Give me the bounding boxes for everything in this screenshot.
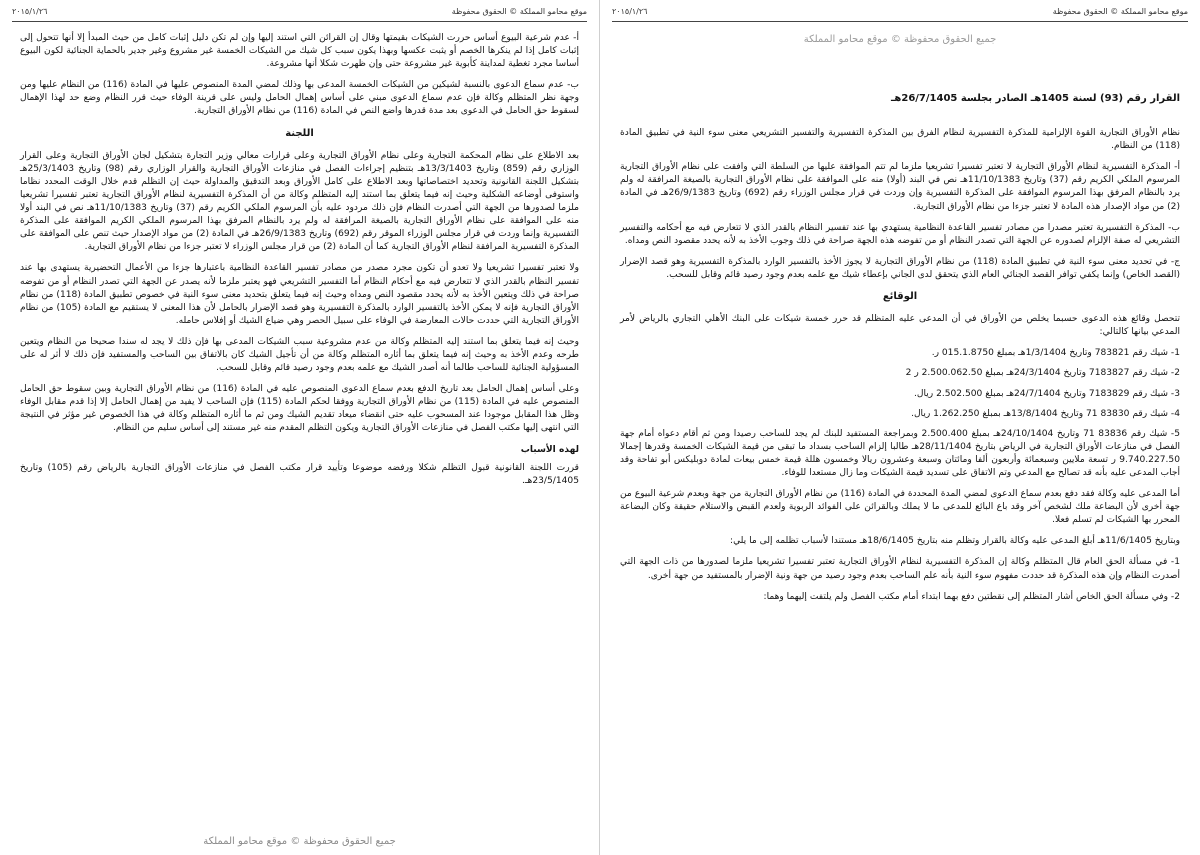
- committee-interpretation: ولا تعتبر تفسيرا تشريعيا ولا تعدو أن تكون مجرد مصدر من مصادر تفسير القاعدة النظامية باعتبارها جزءا من الأعمال التحضيرية يستهدى بها عند تفسير النظام بالقدر الذي لا تتعارض فيه مع أحكام النظام أما التفسير التشريعي فهو يعتبر ملزما لأنه يصدر عن الجهة التي تصدر النظام أو من تفوضه صراحة في ذلك ويتعين الأخذ به لأنه يحدد مقصود النص ومداه وحيث إنه فيما يتعلق بتحديد معنى سوء النية في خصوص تطبيق المادة (118) من نظام الأوراق التجارية فإنه لا يمكن الأخذ بالتفسير الوارد بالمذكرة التفسيرية وهو قصد الإضرار بالحامل لأن هذا المعنى لا يستقيم مع المادة (105) من نظام الأوراق التجارية التي حددت حالات المعارضة في الوفاء على سبيل الحصر وهي ضياع الشيك أو إفلاس حامله.: [20, 263, 580, 326]
- document-page-1: [600, 0, 1200, 855]
- committee-review: بعد الاطلاع على نظام المحكمة التجارية وعلى نظام الأوراق التجارية وعلى قرارات معالي وزير التجارة بتشكيل لجان الأوراق التجارية وعلى القرار الوزاري رقم (859) وتاريخ 13/3/1403هـ بتنظيم إجراءات الفصل في منازعات الأوراق التجارية والقرار الوزاري رقم (98) وتاريخ 25/3/1403هـ بتشكيل اللجنة القانونية وتحديد اختصاصاتها وبعد الاطلاع على كامل الأوراق وبعد التدقيق والمداولة حيث إن التظلم قدم خلال الوقت المحدد نظاما واستوفى أوضاعه الشكلية وحيث إنه فيما يتعلق بما استند إليه المتظلم وكالة من أن المذكرة التفسيرية لنظام الأوراق التجارية تعتبر تفسيرا تشريعيا ملزما لصدورها من الجهة التي أصدرت النظام فإن ذلك مردود عليه بأن المرسوم الملكي الكريم رقم (37) وتاريخ 11/10/1383هـ نص في البند أولا منه على الموافقة على نظام الأوراق التجارية بالصيغة المرافقة له ولم يرد بالنظام المرفق بهذا المرسوم الملكي الكريم الموافقة على المذكرة التفسيرية وإنما وردت في قرار مجلس الوزراء الموقر رقم (692) وتاريخ 26/9/1383هـ في المادة (2) من مواد الإصدار حيث تنص على الموافقة على المذكرة التفسيرية المرافقة لنظام الأوراق التجارية كما أن المادة (2) من قرار مجلس الوزراء لا تعتبر جزءا من نظام الأوراق التجارية.: [20, 150, 579, 253]
- section-heading-reasons: لهذه الأسباب: [520, 444, 579, 455]
- summary-paragraph: نظام الأوراق التجارية القوة الإلزامية للمذكرة التفسيرية لنظام الفرق بين المذكرة التفسيرية والتفسير التشريعي معنى سوء النية في تطبيق المادة (118) من النظام.: [620, 128, 1180, 152]
- facts-intro: تتحصل وقائع هذه الدعوى حسبما يخلص من الأوراق في أن المدعى عليه المتظلم قد حرر خمسة شيكات على البنك الأهلي التجاري بالرياض لأمر المدعي بيانها كالتالي:: [620, 314, 1180, 338]
- cheque-item-4: 4- شيك رقم 83830 71 وتاريخ 13/8/1404هـ بمبلغ 1.262.250 ريال.: [911, 408, 1180, 419]
- defendant-defense: أما المدعى عليه وكالة فقد دفع بعدم سماع الدعوى لمضي المدة المحددة في المادة (116) من نظام الأوراق التجارية من جهة وبعدم شرعية البيوع من جهة أخرى لأن البضاعة ملك لشخص آخر وقد باع البائع للمدعى ما لا يملك وبالقرائن على الفوائد الربوية ولعدم القبض والاستلام حقيقة وكان البضاعة المحرر بها الشيكات لم تسلم فعلا.: [620, 489, 1180, 526]
- grievance-point-2: 2- وفي مسألة الحق الخاص أشار المتظلم إلى نقطتين دفع بهما ابتداء أمام مكتب الفصل ولم يلتفت إليهما وهما:: [763, 591, 1180, 602]
- watermark-top: جميع الحقوق محفوظة © موقع محامو المملكة: [803, 34, 997, 45]
- header-date: ٢٠١٥/١/٢٦: [12, 7, 48, 16]
- committee-legitimacy: وحيث إنه فيما يتعلق بما استند إليه المتظلم وكالة من عدم مشروعية سبب الشيكات المدعى بها فإن ذلك لا يجد له سندا صحيحا من النظام ويتعين طرحه وعدم الأخذ به وحيث إنه فيما يتعلق بما أثاره المتظلم وكالة من أن تأجيل الشيك كان بالاتفاق بين الساحب والمستفيد فإن ذلك لا أثر له على المسؤولية الجنائية للساحب طالما أنه أصدر الشيك مع علمه بعدم وجود رصيد قائم وقابل للسحب.: [20, 336, 579, 374]
- page-1-body: [620, 78, 1180, 612]
- cheque-item-5: 5- شيك رقم 83836 71 وتاريخ 24/10/1404هـ بمبلغ 2.500.400 وبمراجعة المستفيد للبنك لم يجد للساحب رصيدا ومن ثم أقام دعواه أمام جهة الفصل في منازعات الأوراق التجارية في الرياض بتاريخ 28/11/1404هـ طالبا إلزام الساحب بسداد ما تبقى من قيمة الشيكات الخمسة وقدرها إجمالا 9.740.227.50 ر تسعة ملايين وسبعمائة وأربعون ألفا ومائتان وسبعة وعشرون ريالا وخمسون هللة قيمة خمس بيعات لمادة دوبليكس أبو تفاحة وقد أجاب المدعى عليه بأنه قد تصالح مع المدعي وتم الاتفاق على تسديد قيمة الشيكات وما زال مستعدا للوفاء.: [620, 428, 1180, 478]
- point-a-illegality: أ- عدم شرعية البيوع أساس حررت الشيكات بقيمتها وقال إن القرائن التي استند إليها وإن لم تكن دليل إثبات كامل من حيث المبدأ إلا أنها تتحول إلى إثبات كامل إذا لم ينكرها الخصم أو يثبت عكسها وبهذا يكون سبب كل شيك من الشيكات الخمسة غير مشروع وغير جدير بالحماية الجنائية لكون البيوع أساسا مجرد تغطية لمداينة كأبوية غير مشروعة حتى وإن ظهرت شكلا أنها مشروعة.: [20, 33, 579, 70]
- header-site-name: موقع محامو المملكة © الحقوق محفوظة: [451, 7, 587, 16]
- cheque-item-3: 3- شيك رقم 7183829 وتاريخ 24/7/1404هـ بمبلغ 2.502.500 ريال.: [913, 388, 1180, 399]
- grievance-point-1: 1- في مسألة الحق العام قال المتظلم وكالة إن المذكرة التفسيرية لنظام الأوراق التجارية تعتبر تفسيرا تشريعيا ملزما لصدورها من ذات الجهة التي أصدرت النظام وإن هذه المذكرة قد حددت مفهوم سوء النية بأنه علم الساحب بعدم وجود رصيد من جهة ونية الإضرار بالمستفيد من جهة أخرى.: [620, 557, 1180, 581]
- page-header: [12, 7, 587, 22]
- page-2-body: [20, 32, 579, 496]
- decision-title: القرار رقم (93) لسنة 1405هـ الصادر بجلسة 26/7/1405هـ: [891, 93, 1180, 104]
- final-decision: قررت اللجنة القانونية قبول التظلم شكلا ورفضه موضوعا وتأييد قرار مكتب الفصل في منازعات الأوراق التجارية بالرياض رقم (105) وتاريخ 23/5/1405هـ.: [20, 462, 579, 486]
- cheque-item-1: 1- شيك رقم 783821 وتاريخ 1/3/1404هـ بمبلغ 015.1.8750 ر.: [931, 348, 1180, 359]
- page-header: [612, 7, 1188, 22]
- section-heading-facts: الوقائع: [882, 291, 918, 303]
- point-b-limitation: ب- عدم سماع الدعوى بالنسبة لشيكين من الشيكات الخمسة المدعى بها وذلك لمضي المدة المنصوص عليها في المادة (116) من النظام عليها ومن وجهة نظر المتظلم وكالة فإن عدم سماع الدعوى مبني على أساس إهمال الحامل وليس على قرينة الوفاء حيث قرر النظام وضع حد لهذا الإهمال لسقوط حق الحامل في الدعوى بعد مدة قدرها واضع النص في المادة (116) من نظام الأوراق التجارية.: [20, 80, 579, 117]
- principle-a: أ- المذكرة التفسيرية لنظام الأوراق التجارية لا تعتبر تفسيرا تشريعيا ملزما لم تتم الموافقة عليها من السلطة التي وافقت على نظام الأوراق التجارية المرسوم الملكي الكريم رقم (37) وتاريخ 11/10/1383هـ نص في البند (أولا) منه على الموافقة على نظام الأوراق التجارية بالصيغة المرافقة له ولم يرد بالنظام المرفق بهذا المرسوم الموافقة على المذكرة التفسيرية وإن وردت في قرار مجلس الوزراء رقم (692) وتاريخ 26/9/1383هـ في المادة (2) من مواد الإصدار هذه المادة لا تعتبر جزءا من نظام الأوراق التجارية.: [620, 162, 1181, 212]
- watermark-footer: جميع الحقوق محفوظة © موقع محامو المملكة: [203, 836, 396, 847]
- header-site-name: موقع محامو المملكة © الحقوق محفوظة: [1052, 7, 1188, 16]
- committee-negligence: وعلى أساس إهمال الحامل بعد تاريخ الدفع بعدم سماع الدعوى المنصوص عليه في المادة (116) من نظام الأوراق التجارية وبين سقوط حق الحامل المنصوص عليه في المادة (115) من نظام الأوراق التجارية ووفقا لحكم المادة (115) فإن الساحب لا يفيد من إهمال الحامل إلا إذا قدم مقابل الوفاء وظل هذا المقابل موجودا عند المسحوب عليه حتى انقضاء ميعاد تقديم الشيك ومن ثم ما أثاره المتظلم وكالة في هذا الخصوص غير مؤثر في النتيجة التي انتهى إليها مكتب الفصل في منازعات الأوراق التجارية ويكون التظلم المقدم منه غير مستند إلى أساس سليم من النظام.: [20, 384, 579, 434]
- header-date: ٢٠١٥/١/٢٦: [612, 7, 648, 16]
- principle-c: ج- في تحديد معنى سوء النية في تطبيق المادة (118) من نظام الأوراق التجارية لا يجوز الأخذ بالتفسير الوارد بالمذكرة التفسيرية وهو قصد الإضرار (القصد الخاص) وإنما يكفي توافر القصد الجنائي العام الذي يتحقق لدى الجاني بإعطاء شيك مع علمه بعدم وجود رصيد قائم وقابل للسحب.: [620, 256, 1180, 280]
- grievance-intro: وبتاريخ 11/6/1405هـ أبلغ المدعى عليه وكالة بالقرار وتظلم منه بتاريخ 18/6/1405هـ مستندا لأسباب تظلمه إلى ما يلي:: [730, 536, 1180, 547]
- section-heading-committee: اللجنة: [285, 127, 314, 139]
- cheque-item-2: 2- شيك رقم 7183827 وتاريخ 24/3/1404هـ بمبلغ 2.500.062.50 ر 2: [905, 368, 1180, 379]
- principle-b: ب- المذكرة التفسيرية تعتبر مصدرا من مصادر تفسير القاعدة النظامية يستهدي بها عند تفسير النظام بالقدر الذي لا تتعارض فيه مع أحكامه والتفسير التشريعي له صفة الإلزام لصدوره عن الجهة التي تصدر النظام أو من تفوضه هذه الجهة صراحة في ذلك وجوب الأخذ به لأنه يحدد مقصود النص ومداه.: [620, 222, 1180, 246]
